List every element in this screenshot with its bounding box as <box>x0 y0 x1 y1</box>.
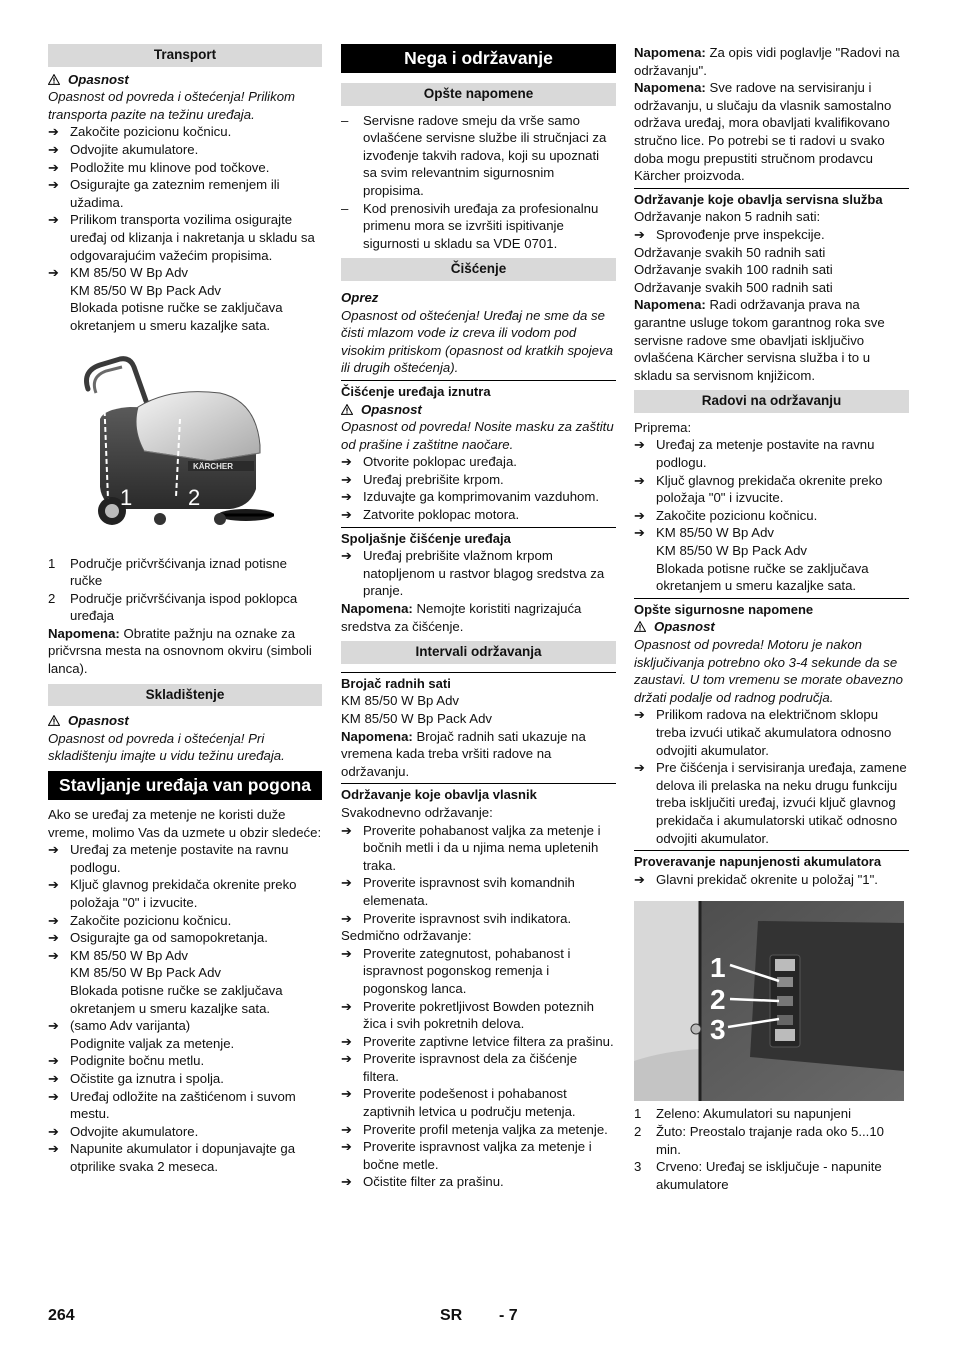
danger-heading: Opasnost <box>48 71 322 89</box>
list-item: ➔ Izduvajte ga komprimovanim vazduhom. <box>341 488 616 506</box>
photo-label-1: 1 <box>710 952 726 984</box>
list-item: ➔ KM 85/50 W Bp Adv <box>48 947 322 965</box>
subsection-title-battery: Proveravanje napunjenosti akumulatora <box>634 850 909 871</box>
daily-label: Svakodnevno održavanje: <box>341 804 493 820</box>
note: Napomena: Brojač radnih sati ukazuje na vremena kada treba vršiti radove na održavanju. <box>341 728 586 779</box>
column-2 <box>341 44 616 1191</box>
list-item: ➔ Uređaj za metenje postavite na ravnu podlogu. <box>634 436 909 471</box>
list-item: ➔ Prilikom radova na električnom sklopu treba izvući utikač akumulatora odnosno odvojiti akumulator. <box>634 706 909 759</box>
list-item: ➔ Proverite zategnutost, pohabanost i ispravnost pogonskog remenja i pogonskog lanca. <box>341 945 616 998</box>
warning-triangle-icon <box>341 404 353 415</box>
list-item: ➔ Proverite pokretljivost Bowden poteznih žica i svih pokretnih delova. <box>341 998 616 1033</box>
language-code: SR <box>440 1307 463 1324</box>
list-item: ➔ Uređaj za metenje postavite na ravnu podlogu. <box>48 841 322 876</box>
legend-item: 3 Crveno: Uređaj se isključuje - napunite akumulatore <box>634 1159 882 1192</box>
list-item: ➔ Proverite ispravnost svih indikatora. <box>341 910 616 928</box>
subsection-title-outside: Spoljašnje čišćenje uređaja <box>341 527 616 548</box>
danger-heading: Opasnost <box>341 401 616 419</box>
model-name: KM 85/50 W Bp Pack Adv <box>656 543 807 559</box>
subsection-title-service: Održavanje koje obavlja servisna služba <box>634 188 909 209</box>
note: Napomena: Obratite pažnju na oznake za pričvrsna mesta na osnovnom okviru (simboli lanca). <box>48 625 312 677</box>
section-title-decommission: Stavljanje uređaja van pogona <box>48 771 322 800</box>
list-item: ➔ Podložite mu klinove pod točkove. <box>48 159 322 177</box>
model-name: KM 85/50 W Bp Pack Adv <box>341 711 492 726</box>
subsection-title-inside: Čišćenje uređaja iznutra <box>341 380 616 401</box>
note: Napomena: Radi održavanja prava na garantne usluge tokom garantnog roka sve servisne radove sme obavljati isključivo ovlašćena Kärcher servisna služba i to u skladu sa servisnom knjižicom. <box>634 297 885 383</box>
service-100h: Održavanje svakih 100 radnih sati <box>634 262 833 278</box>
list-item: ➔ Proverite ispravnost valjka za metenje i bočne metle. <box>341 1138 616 1173</box>
list-item: ➔ Uređaj odložite na zaštićenom i suvom mestu. <box>48 1088 322 1123</box>
caution-heading: Oprez <box>341 289 379 305</box>
decommission-intro: Ako se uređaj za metenje ne koristi duže vreme, molimo Vas da uzmete u obzir sledeće: <box>48 807 322 840</box>
list-item: ➔ Očistite ga iznutra i spolja. <box>48 1070 322 1088</box>
handle-lock-text: Blokada potisne ručke se zaključava okretanjem u smeru kazaljke sata. <box>656 560 869 594</box>
list-item: ➔ Proverite pohabanost valjka za metenje i bočnih metli i da u njima nema upletenih traka. <box>341 822 616 875</box>
section-title-cleaning: Čišćenje <box>341 258 616 281</box>
sweeper-illustration <box>60 349 280 539</box>
battery-indicator-illustration <box>634 901 904 1101</box>
legend-item: 1 Područje pričvršćivanja iznad potisne ručke <box>48 555 287 589</box>
list-item: ➔ Uređaj prebrišite krpom. <box>341 471 616 489</box>
list-item: ➔ Uređaj prebrišite vlažnom krpom natopljenom u rastvor blagog sredstva za pranje. <box>341 547 616 600</box>
list-item: ➔ Proverite ispravnost dela za čišćenje filtera. <box>341 1050 616 1085</box>
section-title-intervals: Intervali održavanja <box>341 641 616 664</box>
section-title-works: Radovi na održavanju <box>634 390 909 413</box>
figure-label-1: 1 <box>120 484 133 510</box>
list-item: ➔ Otvorite poklopac uređaja. <box>341 453 616 471</box>
sweeper-figure <box>60 349 280 539</box>
list-item: ➔ Osigurajte ga od samopokretanja. <box>48 929 322 947</box>
list-item: ➔ Podignite bočnu metlu. <box>48 1052 322 1070</box>
model-name: KM 85/50 W Bp Adv <box>341 693 460 709</box>
list-item: ➔ Proverite podešenost i pohabanost zaptivnih letvica u području metenja. <box>341 1085 616 1120</box>
subpage-number: - 7 <box>499 1307 518 1324</box>
column-1 <box>48 44 322 1176</box>
list-item: ➔ Proverite zaptivne letvice filtera za prašinu. <box>341 1033 616 1051</box>
list-item: ➔ Proverite profil metenja valjka za metenje. <box>341 1121 616 1139</box>
legend-item: 2 Žuto: Preostalo trajanje rada oko 5...10 min. <box>634 1123 884 1157</box>
list-item: ➔ Odvojite akumulatore. <box>48 141 322 159</box>
list-item: ➔ KM 85/50 W Bp Adv <box>634 524 909 542</box>
page-number: 264 <box>48 1307 75 1324</box>
list-item: ➔ Zakočite pozicionu kočnicu. <box>48 123 322 141</box>
transport-danger-text: Opasnost od povreda i oštećenja! Prilikom transporta pazite na težinu uređaja. <box>48 89 296 122</box>
caution-text: Opasnost od oštećenja! Uređaj ne sme da se čisti mlazom vode iz creva ili vodom pod visokim pritiskom (opasnost od kratkih spojeva ili drugih oštećenja). <box>341 307 613 376</box>
list-item: ➔ Odvojite akumulatore. <box>48 1123 322 1141</box>
brand-logo: KÄRCHER <box>193 461 233 471</box>
list-item: – Kod prenosivih uređaja za profesionalnu primenu mora se izvršiti ispitivanje sigurnosti u skladu sa VDE 0701. <box>341 200 616 253</box>
note: Napomena: Za opis vidi poglavlje "Radovi na održavanju". <box>634 45 900 78</box>
danger-heading: Opasnost <box>48 712 322 730</box>
section-title-storage: Skladištenje <box>48 684 322 707</box>
danger-heading: Opasnost <box>634 618 909 636</box>
storage-danger-text: Opasnost od povreda i oštećenja! Pri skladištenju imajte u vidu težinu uređaja. <box>48 730 285 764</box>
safety-danger-text: Opasnost od povreda! Motoru je nakon isključivanja potrebno oko 3-4 sekunde da se zaustavi. U tom vremenu se morate obavezno držati podalje od radnog područja. <box>634 637 904 705</box>
handle-lock-text: Blokada potisne ručke se zaključava okretanjem u smeru kazaljke sata. <box>70 982 283 1016</box>
list-item: ➔ (samo Adv varijanta) <box>48 1017 322 1035</box>
handle-lock-text: Blokada potisne ručke se zaključava okretanjem u smeru kazaljke sata. <box>70 300 283 333</box>
warning-triangle-icon <box>48 74 60 85</box>
list-item: ➔ Zakočite pozicionu kočnicu. <box>634 507 909 525</box>
list-item: ➔ Zakočite pozicionu kočnicu. <box>48 912 322 930</box>
list-item: – Servisne radove smeju da vrše samo ovlašćene servisne službe ili stručnjaci za izvođenje takvih radova, koji su upoznati sa svim relevantnim sigurnosnim propisima. <box>341 112 616 200</box>
battery-indicator-photo <box>634 901 904 1101</box>
warning-triangle-icon <box>48 715 60 726</box>
service-500h: Održavanje svakih 500 radnih sati <box>634 279 833 295</box>
model-name: KM 85/50 W Bp Pack Adv <box>70 965 221 981</box>
list-item: ➔ KM 85/50 W Bp Adv <box>48 264 322 282</box>
prep-label: Priprema: <box>634 419 692 435</box>
subsection-title-owner: Održavanje koje obavlja vlasnik <box>341 783 616 804</box>
photo-label-2: 2 <box>710 984 726 1016</box>
list-item: ➔ Osigurajte ga zateznim remenjem ili užadima. <box>48 176 322 211</box>
section-title-general: Opšte napomene <box>341 83 616 106</box>
legend-item: 1 Zeleno: Akumulatori su napunjeni <box>634 1106 852 1122</box>
inside-danger-text: Opasnost od povreda! Nosite masku za zaštitu od prašine i zaštitne naočare. <box>341 419 614 452</box>
figure-label-2: 2 <box>188 484 201 510</box>
service-50h: Održavanje svakih 50 radnih sati <box>634 244 826 260</box>
list-item: ➔ Napunite akumulator i dopunjavajte ga otprilike svaka 2 meseca. <box>48 1140 322 1175</box>
list-item: ➔ Zatvorite poklopac motora. <box>341 506 616 524</box>
list-item: ➔ Prilikom transporta vozilima osigurajte uređaj od klizanja i nakretanja u skladu sa odgovarajućim važećim propisima. <box>48 211 322 264</box>
main-title: Nega i održavanje <box>341 44 616 73</box>
list-item-sub: Podignite valjak za metenje. <box>70 1035 235 1051</box>
service-5h: Održavanje nakon 5 radnih sati: <box>634 209 821 225</box>
list-item: ➔ Sprovođenje prve inspekcije. <box>634 226 909 244</box>
section-title-transport: Transport <box>48 44 322 67</box>
list-item: ➔ Ključ glavnog prekidača okrenite preko položaja "0" i izvucite. <box>48 876 322 911</box>
photo-label-3: 3 <box>710 1014 726 1046</box>
list-item: ➔ Ključ glavnog prekidača okrenite preko položaja "0" i izvucite. <box>634 472 909 507</box>
weekly-label: Sedmično održavanje: <box>341 928 472 944</box>
subsection-title-safety: Opšte sigurnosne napomene <box>634 598 909 619</box>
model-name: KM 85/50 W Bp Pack Adv <box>70 282 221 298</box>
warning-triangle-icon <box>634 621 646 632</box>
list-item: ➔ Očistite filter za prašinu. <box>341 1173 616 1191</box>
list-item: ➔ Glavni prekidač okrenite u položaj "1". <box>634 871 909 889</box>
list-item: ➔ Proverite ispravnost svih komandnih elemenata. <box>341 874 616 909</box>
column-3 <box>634 44 909 1193</box>
legend-item: 2 Područje pričvršćivanja ispod poklopca uređaja <box>48 590 298 624</box>
note: Napomena: Sve radove na servisiranju i održavanju, u slučaju da vlasnik samostalno održava uređaj, mora obavljati kvalifikovano stručno lice. Po potrebi se ti radovi u svako doba mogu prepustiti stručnom prodavcu Kärcher proizvoda. <box>634 80 892 184</box>
subsection-title-counter: Brojač radnih sati <box>341 672 616 693</box>
note: Napomena: Nemojte koristiti nagrizajuća sredstva za čišćenje. <box>341 601 582 634</box>
list-item: ➔ Pre čišćenja i servisiranja uređaja, zamene delova ili prelaska na neku drugu funkciju treba isključiti uređaj, izvući ključ glavnog prekidača i akumulatorski utikač odnosno odvojiti akumulator. <box>634 759 909 847</box>
